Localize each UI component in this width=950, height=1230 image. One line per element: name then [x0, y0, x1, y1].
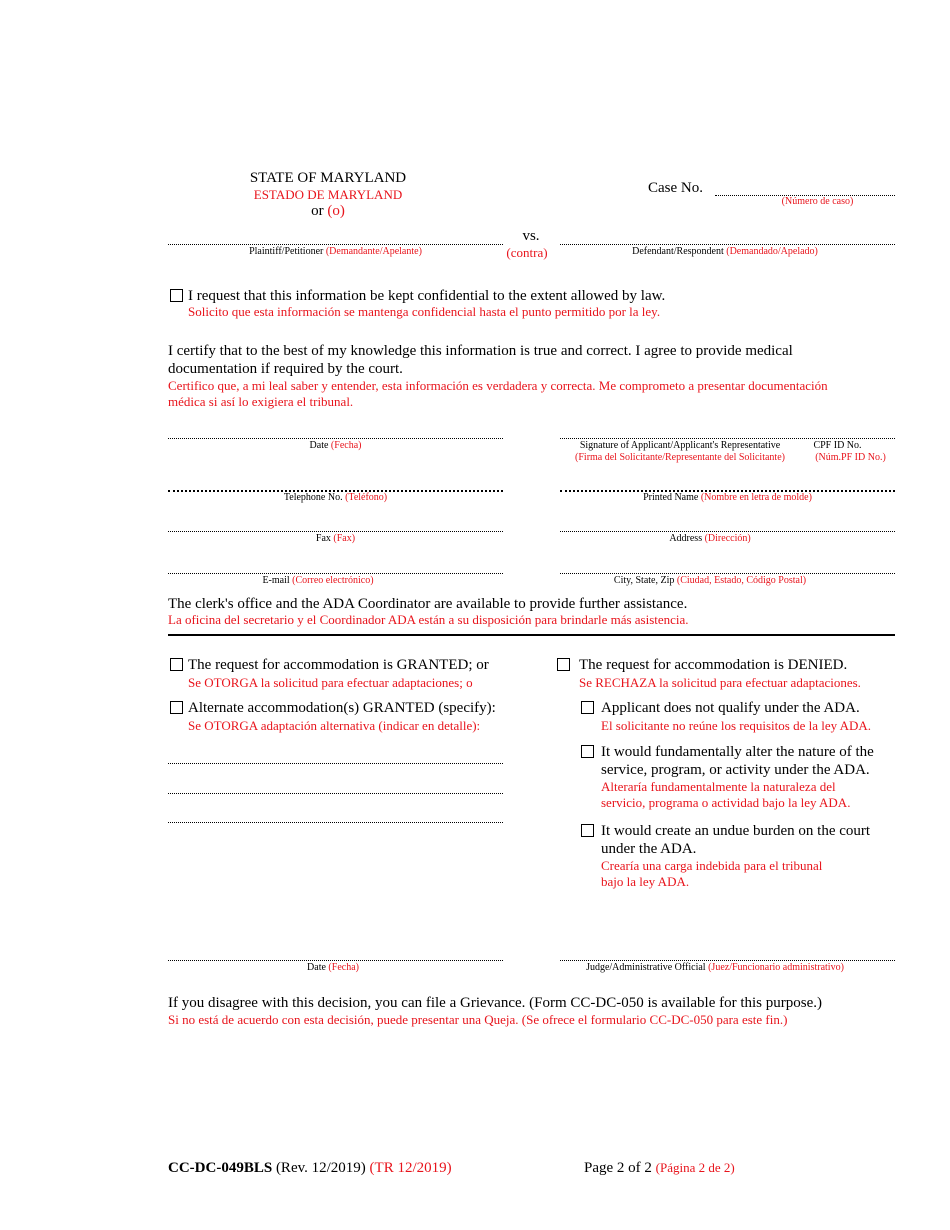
cpf-label-es: (Núm.PF ID No.): [815, 452, 886, 463]
alternate-specify-line-3[interactable]: [168, 822, 503, 823]
plaintiff-line[interactable]: [168, 244, 503, 245]
alternate-specify-line-2[interactable]: [168, 793, 503, 794]
printed-name-label: Printed Name (Nombre en letra de molde): [643, 492, 812, 503]
email-label: E-mail (Correo electrónico): [262, 575, 374, 586]
judge-label: Judge/Administrative Official (Juez/Funcionario administrativo): [586, 962, 844, 973]
denied-text-es: Se RECHAZA la solicitud para efectuar adaptaciones.: [579, 675, 861, 690]
date-line[interactable]: [168, 438, 503, 439]
telephone-label: Telephone No. (Teléfono): [283, 492, 388, 503]
judge-line[interactable]: [560, 960, 895, 961]
form-id: CC-DC-049BLS (Rev. 12/2019) (TR 12/2019): [168, 1160, 452, 1176]
not-qualify-checkbox[interactable]: [581, 701, 594, 714]
alternate-text: Alternate accommodation(s) GRANTED (specify):: [188, 700, 496, 716]
fundamental-alter-es-2: servicio, programa o actividad bajo la ley ADA.: [601, 795, 851, 810]
signature-label: Signature of Applicant/Applicant's Representative: [579, 440, 781, 451]
city-state-zip-label: City, State, Zip (Ciudad, Estado, Código Postal): [613, 575, 807, 586]
city-state-zip-line[interactable]: [560, 573, 895, 574]
fundamental-alter-line-1: It would fundamentally alter the nature of the: [601, 744, 874, 760]
signature-label-es: (Firma del Solicitante/Representante del Solicitante): [575, 452, 785, 463]
certify-es-line-1: Certifico que, a mi leal saber y entender, esta información es verdadera y correcta. Me comprometo a presentar documentación: [168, 378, 828, 393]
defendant-line[interactable]: [560, 244, 895, 245]
cpf-label: CPF ID No.: [813, 440, 862, 451]
undue-burden-checkbox[interactable]: [581, 824, 594, 837]
alternate-checkbox[interactable]: [170, 701, 183, 714]
confidential-text: I request that this information be kept confidential to the extent allowed by law.: [188, 288, 666, 304]
alternate-text-es: Se OTORGA adaptación alternativa (indicar en detalle):: [188, 718, 481, 733]
undue-burden-es-1: Crearía una carga indebida para el tribunal: [601, 858, 823, 873]
address-label: Address (Dirección): [669, 533, 751, 544]
fundamental-alter-checkbox[interactable]: [581, 745, 594, 758]
fax-label: Fax (Fax): [315, 533, 356, 544]
granted-text: The request for accommodation is GRANTED; or: [188, 657, 489, 673]
decision-date-label: Date (Fecha): [307, 962, 359, 973]
alternate-specify-line-1[interactable]: [168, 763, 503, 764]
certify-line-2: documentation if required by the court.: [168, 361, 403, 377]
date-label: Date (Fecha): [309, 440, 362, 451]
defendant-label: Defendant/Respondent (Demandado/Apelado): [632, 246, 818, 257]
grievance-note: If you disagree with this decision, you can file a Grievance. (Form CC-DC-050 is available for this purpose.): [168, 995, 823, 1011]
clerk-note: The clerk's office and the ADA Coordinator are available to provide further assistance.: [168, 596, 688, 612]
confidential-checkbox[interactable]: [170, 289, 183, 302]
case-no-label: Case No.: [648, 180, 703, 196]
vs-text: vs.: [522, 228, 540, 244]
granted-text-es: Se OTORGA la solicitud para efectuar adaptaciones; o: [188, 675, 473, 690]
undue-burden-line-2: under the ADA.: [601, 841, 697, 857]
address-line[interactable]: [560, 531, 895, 532]
state-title-es: ESTADO DE MARYLAND: [253, 187, 403, 202]
or-text: or (o): [311, 203, 345, 219]
denied-text: The request for accommodation is DENIED.: [579, 657, 848, 673]
section-divider: [168, 634, 895, 636]
granted-checkbox[interactable]: [170, 658, 183, 671]
grievance-note-es: Si no está de acuerdo con esta decisión, puede presentar una Queja. (Se ofrece el formulario CC-DC-050 para este fin.): [168, 1012, 788, 1027]
denied-checkbox[interactable]: [557, 658, 570, 671]
undue-burden-line-1: It would create an undue burden on the court: [601, 823, 871, 839]
certify-line-1: I certify that to the best of my knowledge this information is true and correct. I agree to provide medical: [168, 343, 793, 359]
decision-date-line[interactable]: [168, 960, 503, 961]
fundamental-alter-line-2: service, program, or activity under the ADA.: [601, 762, 870, 778]
not-qualify-text-es: El solicitante no reúne los requisitos de la ley ADA.: [601, 718, 872, 733]
certify-es-line-2: médica si así lo exigiera el tribunal.: [168, 394, 354, 409]
case-no-label-es: (Número de caso): [781, 196, 854, 207]
fax-line[interactable]: [168, 531, 503, 532]
plaintiff-label: Plaintiff/Petitioner (Demandante/Apelante): [249, 246, 422, 257]
confidential-text-es: Solicito que esta información se mantenga confidencial hasta el punto permitido por la ley.: [188, 304, 661, 319]
undue-burden-es-2: bajo la ley ADA.: [601, 874, 690, 889]
not-qualify-text: Applicant does not qualify under the ADA.: [601, 700, 860, 716]
email-line[interactable]: [168, 573, 503, 574]
clerk-note-es: La oficina del secretario y el Coordinador ADA están a su disposición para brindarle más asistencia.: [168, 612, 689, 627]
page-number: Page 2 of 2 (Página 2 de 2): [584, 1160, 735, 1176]
fundamental-alter-es-1: Alteraría fundamentalmente la naturaleza del: [601, 779, 836, 794]
signature-line[interactable]: [560, 438, 895, 439]
state-title: STATE OF MARYLAND: [249, 170, 407, 186]
contra-text: (contra): [506, 245, 548, 260]
